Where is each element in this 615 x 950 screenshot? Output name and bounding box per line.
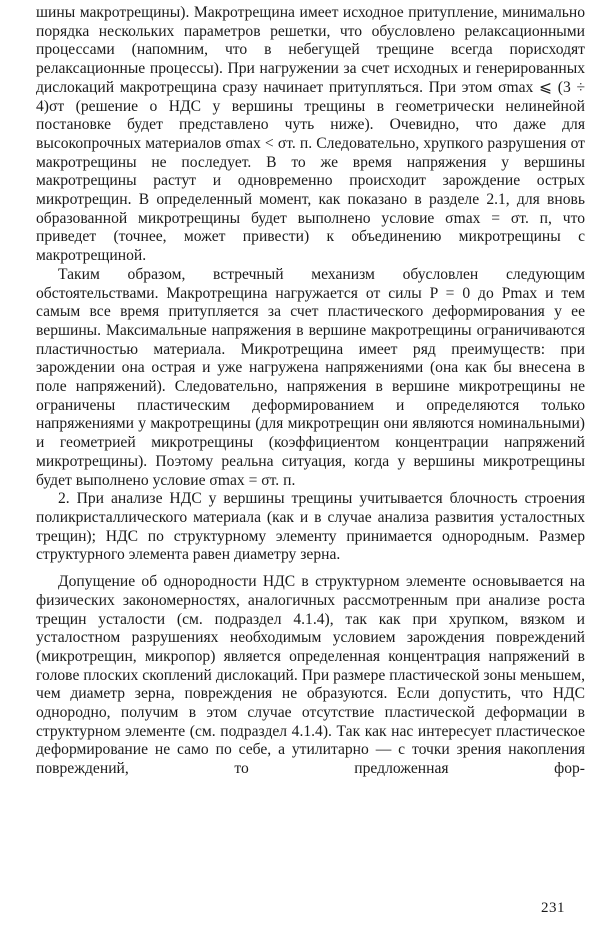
paragraph-4: Допущение об однородности НДС в структурном элементе основывается на физических закономерностях, аналогичных рассмотренным при анализе роста трещин усталости (см. подраздел 4.1.4), так как при хрупком, вязком и усталостном разрушениях необходимым условием зарождения повреждений (микротрещин, микропор) является определенная концентрация напряжений в голове плоских скоплений дислокаций. При размере пластической зоны меньшем, чем диаметр зерна, повреждения не образуются. Если допустить, что НДС однородно, получим в этом случае отсутствие пластической деформации в структурном элементе (см. подраздел 4.1.4). Так как нас интересует пластическое деформирование не само по себе, а утилитарно — с точки зрения накопления повреждений, то предложенная фор- [36,573,585,778]
paragraph-3: 2. При анализе НДС у вершины трещины учитывается блочность строения поликристаллического материала (как и в случае анализа развития усталостных трещин); НДС по структурному элементу принимается однородным. Размер структурного элемента равен диаметру зерна. [36,490,585,564]
paragraph-1: шины макротрещины). Макротрещина имеет исходное притупление, минимально порядка нескольких параметров решетки, что обусловлено релаксационными процессами (напомним, что в небегущей трещине всегда порисходят релаксационные процессы). При нагружении за счет исходных и генерированных дислокаций макротрещина сразу начинает притупляться. При этом σmax ⩽ (3 ÷ 4)σт (решение о НДС у вершины трещины в геометрически нелинейной постановке будет представлено чуть ниже). Очевидно, что даже для высокопрочных материалов σmax < σт. п. Следовательно, хрупкого разрушения от макротрещины не последует. В то же время напряжения у вершины макротрещины растут и одновременно происходит зарождение острых микротрещин. В определенный момент, как показано в разделе 2.1, для вновь образованной микротрещины будет выполнено условие σmax = σт. п, что приведет (точнее, может привести) к объединению микротрещины с макротрещиной. [36,4,585,265]
paragraph-2: Таким образом, встречный механизм обусловлен следующим обстоятельствами. Макротрещина нагружается от силы P = 0 до Pmax и тем самым все время притупляется за счет пластического деформирования у ее вершины. Максимальные напряжения в вершине макротрещины ограничиваются пластичностью материала. Микротрещина имеет ряд преимуществ: при зарождении она острая и уже нагружена напряжениями (она как бы внесена в поле напряжений). Следовательно, напряжения в вершине микротрещины не ограничены пластическим деформированием и определяются только напряжениями у макротрещины (для микротрещин они являются номинальными) и геометрией микротрещины (коэффициентом концентрации напряжений микротрещины). Поэтому реальна ситуация, когда у вершины микротрещины будет выполнено условие σmax = σт. п. [36,265,585,489]
page-number: 231 [541,900,565,916]
